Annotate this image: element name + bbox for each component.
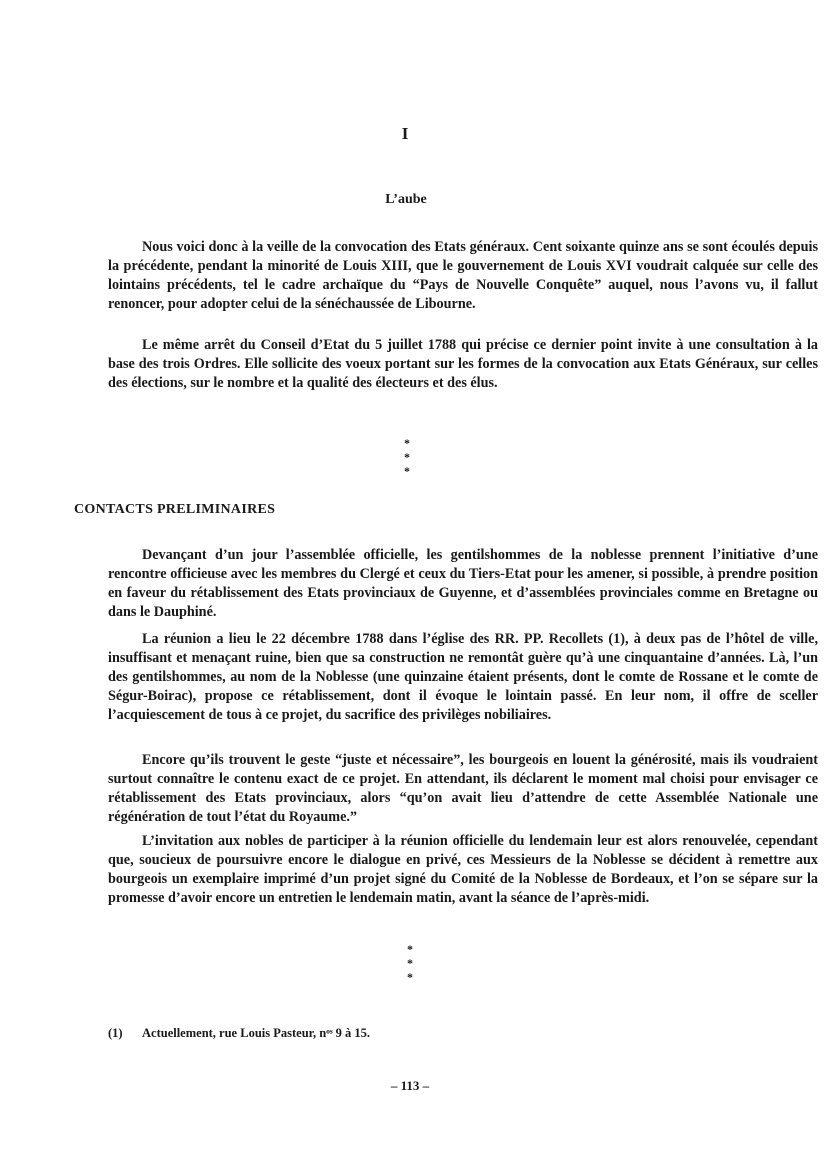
asterism-separator-1	[377, 436, 437, 478]
section-paragraph-3-block	[108, 751, 818, 827]
intro-paragraph-1-block	[108, 238, 818, 314]
intro-paragraph-1: Nous voici donc à la veille de la convocation des Etats généraux. Cent soixante quinze ans se sont écoulés depuis la précédente, pendant la minorité de Louis XIII, que le gouvernement de Louis XVI voudrait calquée sur celle des lointains précédents, tel le cadre archaïque du “Pays de Nouvelle Conquête” auquel, nous l’avons vu, il fallut renoncer, pour adopter celui de la sénéchaussée de Libourne.	[108, 239, 818, 312]
section-paragraph-1-block	[108, 546, 818, 622]
footnote-mark: (1)	[108, 1026, 123, 1040]
page-number: – 113 –	[390, 1078, 430, 1093]
asterism-separator-2	[380, 942, 440, 984]
intro-paragraph-2: Le même arrêt du Conseil d’Etat du 5 juillet 1788 qui précise ce dernier point invite à une consultation à la base des trois Ordres. Elle sollicite des voeux portant sur les formes de la convocation aux Etats Généraux, sur celles des élections, sur le nombre et la qualité des électeurs et des élus.	[108, 337, 818, 391]
section-paragraph-2-block	[108, 630, 818, 725]
section-paragraph-1: Devançant d’un jour l’assemblée officielle, les gentilshommes de la noblesse prennent l’initiative d’une rencontre officieuse avec les membres du Clergé et ceux du Tiers-Etat pour les amener, si possible, à prendre position en faveur du rétablissement des Etats provinciaux de Guyenne, et d’assemblées provinciales comme en Bretagne ou dans le Dauphiné.	[108, 547, 818, 620]
asterism-top: *	[404, 436, 410, 450]
intro-paragraph-2-block	[108, 336, 818, 393]
asterism-bottom: * *	[404, 450, 426, 478]
chapter-title: L’aube	[385, 192, 427, 207]
section-paragraph-3: Encore qu’ils trouvent le geste “juste et nécessaire”, les bourgeois en louent la générosité, mais ils voudraient surtout connaître le contenu exact de ce projet. En attendant, ils déclarent le moment mal choisi pour envisager ce rétablissement des Etats provinciaux, alors “qu’on avait lieu d’attendre de cette Assemblée Nationale une régénération de tout l’état du Royaume.”	[108, 752, 818, 825]
asterism-bottom: * *	[407, 956, 429, 984]
footnote	[108, 1026, 708, 1041]
section-paragraph-4-block	[108, 832, 818, 908]
section-paragraph-2: La réunion a lieu le 22 décembre 1788 dans l’église des RR. PP. Recollets (1), à deux pas de l’hôtel de ville, insuffisant et menaçant ruine, bien que sa construction ne remontât guère qu’à une cinquantaine d’années. Là, l’un des gentilshommes, au nom de la Noblesse (une quinzaine étaient présents, dont le comte de Rossane et le comte de Ségur-Boirac), propose ce rétablissement, dont il évoque le lointain passé. En leur nom, il offre de sceller l’acquiescement de tous à ce projet, du sacrifice des privilèges nobiliaires.	[108, 631, 818, 723]
footnote-text: Actuellement, rue Louis Pasteur, nᵒˢ 9 à 15.	[142, 1026, 371, 1040]
chapter-number: I	[401, 124, 409, 143]
asterism-top: *	[407, 942, 413, 956]
section-paragraph-4: L’invitation aux nobles de participer à la réunion officielle du lendemain leur est alors renouvelée, cependant que, soucieux de poursuivre encore le dialogue en privé, ces Messieurs de la Noblesse se décident à remettre aux bourgeois un exemplaire imprimé d’un projet signé du Comité de la Noblesse de Bordeaux, et l’on se sépare sur la promesse d’avoir encore un entretien le lendemain matin, avant la séance de l’après-midi.	[108, 833, 818, 906]
section-heading: CONTACTS PRELIMINAIRES	[74, 502, 276, 517]
